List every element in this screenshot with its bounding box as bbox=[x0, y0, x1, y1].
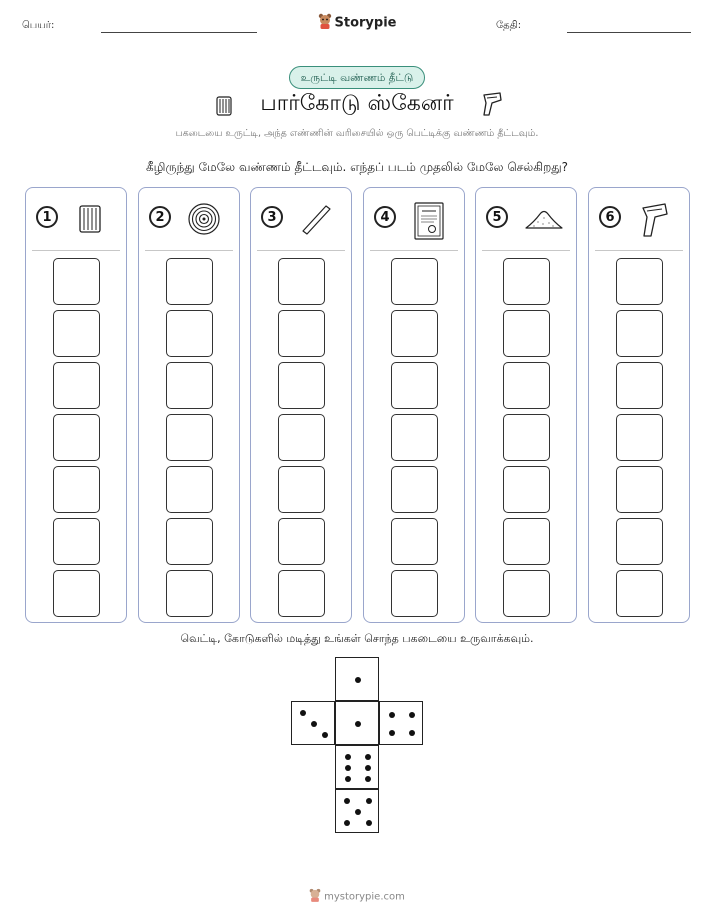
target-icon bbox=[187, 202, 221, 236]
column-4 bbox=[363, 187, 465, 623]
instruction: கீழிருந்து மேலே வண்ணம் தீட்டவும். எந்தப் படம் முதலில் மேலே செல்கிறது? bbox=[145, 160, 569, 174]
dice-pip bbox=[389, 712, 395, 718]
color-box[interactable] bbox=[391, 414, 438, 461]
dice-pip bbox=[366, 798, 372, 804]
name-label: பெயர்: bbox=[22, 20, 55, 31]
dice-face-back bbox=[335, 789, 379, 833]
dice-face-top bbox=[335, 657, 379, 701]
cut-instruction: வெட்டி, கோடுகளில் மடித்து உங்கள் சொந்த பகடையை உருவாக்கவும். bbox=[180, 632, 534, 645]
color-box[interactable] bbox=[278, 466, 325, 513]
dice-pip bbox=[311, 721, 317, 727]
certificate-icon bbox=[412, 202, 446, 236]
color-box[interactable] bbox=[278, 570, 325, 617]
color-box[interactable] bbox=[53, 466, 100, 513]
storypie-logo-icon bbox=[318, 13, 332, 33]
dice-face-bottom bbox=[335, 745, 379, 789]
color-box[interactable] bbox=[166, 414, 213, 461]
color-box[interactable] bbox=[391, 362, 438, 409]
footer bbox=[0, 888, 714, 905]
dice-pip bbox=[344, 798, 350, 804]
barcode-roll-icon bbox=[74, 202, 108, 236]
color-box[interactable] bbox=[166, 466, 213, 513]
column-number: 1 bbox=[36, 206, 58, 228]
dice-pip bbox=[345, 765, 351, 771]
dice-pip bbox=[365, 776, 371, 782]
color-box[interactable] bbox=[616, 258, 663, 305]
color-box[interactable] bbox=[166, 570, 213, 617]
date-line bbox=[567, 32, 691, 33]
dice-pip bbox=[300, 710, 306, 716]
color-box[interactable] bbox=[53, 310, 100, 357]
color-box[interactable] bbox=[278, 258, 325, 305]
color-box[interactable] bbox=[53, 258, 100, 305]
color-box[interactable] bbox=[278, 362, 325, 409]
dice-pip bbox=[355, 809, 361, 815]
color-box[interactable] bbox=[503, 518, 550, 565]
color-box[interactable] bbox=[53, 362, 100, 409]
color-box[interactable] bbox=[503, 414, 550, 461]
color-box[interactable] bbox=[391, 258, 438, 305]
color-box[interactable] bbox=[166, 258, 213, 305]
barcode-scanner-icon bbox=[637, 202, 671, 236]
color-box[interactable] bbox=[53, 518, 100, 565]
dice-face-center bbox=[335, 701, 379, 745]
color-box[interactable] bbox=[616, 518, 663, 565]
color-box[interactable] bbox=[391, 466, 438, 513]
column-3 bbox=[250, 187, 352, 623]
dice-pip bbox=[389, 730, 395, 736]
column-1 bbox=[25, 187, 127, 623]
column-number: 3 bbox=[261, 206, 283, 228]
color-box[interactable] bbox=[616, 466, 663, 513]
color-box[interactable] bbox=[616, 570, 663, 617]
color-box[interactable] bbox=[503, 362, 550, 409]
dice-pip bbox=[345, 754, 351, 760]
color-box[interactable] bbox=[503, 570, 550, 617]
page-title: பார்கோடு ஸ்கேனர் bbox=[260, 91, 454, 116]
dice-pip bbox=[365, 754, 371, 760]
color-box[interactable] bbox=[503, 258, 550, 305]
dice-pip bbox=[366, 820, 372, 826]
color-box[interactable] bbox=[616, 310, 663, 357]
activity-badge: உருட்டி வண்ணம் தீட்டு bbox=[289, 66, 425, 89]
dice-pip bbox=[344, 820, 350, 826]
title-barcode-scanner-icon bbox=[478, 91, 504, 123]
brand-name: Storypie bbox=[334, 15, 397, 31]
column-number: 2 bbox=[149, 206, 171, 228]
dice-pip bbox=[355, 677, 361, 683]
color-box[interactable] bbox=[278, 518, 325, 565]
color-box[interactable] bbox=[503, 310, 550, 357]
color-box[interactable] bbox=[616, 362, 663, 409]
color-box[interactable] bbox=[53, 570, 100, 617]
color-box[interactable] bbox=[503, 466, 550, 513]
dice-pip bbox=[355, 721, 361, 727]
stick-icon bbox=[299, 202, 333, 236]
column-2 bbox=[138, 187, 240, 623]
column-number: 4 bbox=[374, 206, 396, 228]
date-label: தேதி: bbox=[496, 20, 522, 31]
color-box[interactable] bbox=[616, 414, 663, 461]
column-number: 6 bbox=[599, 206, 621, 228]
dice-face-left bbox=[291, 701, 335, 745]
dice-pip bbox=[409, 730, 415, 736]
color-box[interactable] bbox=[166, 310, 213, 357]
dice-face-right bbox=[379, 701, 423, 745]
dice-pip bbox=[409, 712, 415, 718]
color-box[interactable] bbox=[53, 414, 100, 461]
dice-pip bbox=[322, 732, 328, 738]
color-box[interactable] bbox=[278, 310, 325, 357]
brand bbox=[0, 13, 714, 33]
color-box[interactable] bbox=[391, 570, 438, 617]
dice-pip bbox=[365, 765, 371, 771]
color-box[interactable] bbox=[391, 518, 438, 565]
column-6 bbox=[588, 187, 690, 623]
column-number: 5 bbox=[486, 206, 508, 228]
color-box[interactable] bbox=[166, 362, 213, 409]
color-box[interactable] bbox=[166, 518, 213, 565]
storypie-footer-logo-icon bbox=[309, 888, 321, 905]
footer-url[interactable]: mystorypie.com bbox=[324, 891, 405, 903]
color-box[interactable] bbox=[278, 414, 325, 461]
subtitle: பகடையை உருட்டி, அந்த எண்ணின் வரிசையில் ஒரு பெட்டிக்கு வண்ணம் தீட்டவும். bbox=[175, 128, 539, 139]
color-box[interactable] bbox=[391, 310, 438, 357]
sand-pile-icon bbox=[524, 202, 564, 236]
column-5 bbox=[475, 187, 577, 623]
dice-pip bbox=[345, 776, 351, 782]
